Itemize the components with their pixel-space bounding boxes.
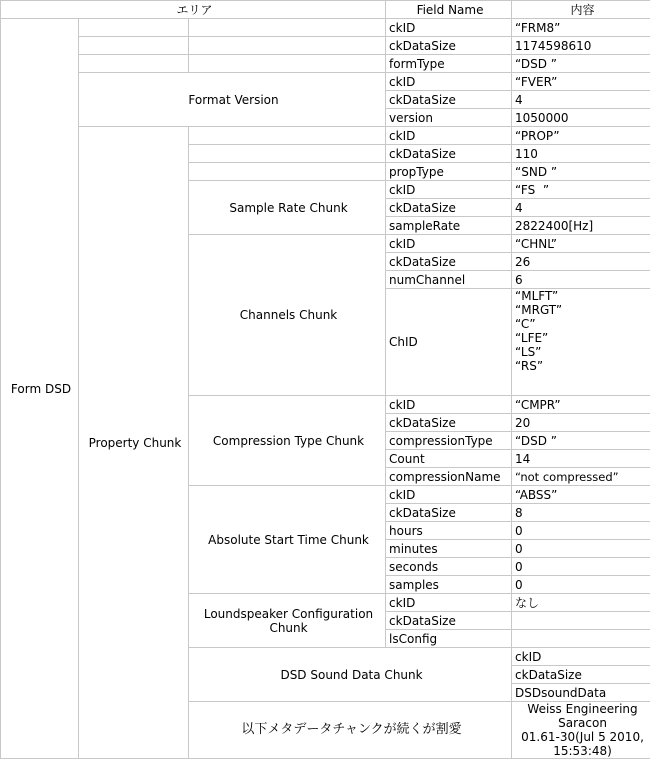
empty-cell (189, 37, 386, 55)
absolute-start-time-chunk-label: Absolute Start Time Chunk (189, 486, 386, 594)
table-row (1, 37, 650, 55)
content-cell: “ABSS” (512, 486, 650, 504)
content-cell: 26 (512, 253, 650, 271)
form-dsd-label: Form DSD (1, 19, 79, 759)
field-name-cell: minutes (386, 540, 512, 558)
field-name-cell: ckID (386, 181, 512, 199)
content-cell: 110 (512, 145, 650, 163)
header-area: エリア (1, 1, 386, 19)
content-cell: “DSD ” (512, 55, 650, 73)
field-name-cell: sampleRate (386, 217, 512, 235)
field-name-cell: ckID (386, 19, 512, 37)
table-row (1, 55, 650, 73)
content-cell: 8 (512, 504, 650, 522)
content-cell: 1174598610 (512, 37, 650, 55)
empty-cell (79, 55, 189, 73)
field-name-cell: samples (386, 576, 512, 594)
header-field-name: Field Name (386, 1, 512, 19)
empty-cell (189, 19, 386, 37)
content-cell: 20 (512, 414, 650, 432)
field-name-cell: ckDataSize (386, 91, 512, 109)
field-name-cell: ckID (512, 648, 650, 666)
header-row (1, 1, 650, 19)
metadata-omitted-note: 以下メタデータチャンクが続くが割愛 (189, 702, 512, 759)
field-name-cell: ckDataSize (386, 504, 512, 522)
field-name-cell: numChannel (386, 271, 512, 289)
field-name-cell: ckID (386, 235, 512, 253)
field-name-cell: ckDataSize (386, 199, 512, 217)
content-cell: なし (512, 594, 650, 612)
content-cell: “DSD ” (512, 432, 650, 450)
dsd-sound-data-chunk-label: DSD Sound Data Chunk (189, 648, 512, 702)
format-version-label: Format Version (79, 73, 386, 127)
field-name-cell: ckID (386, 486, 512, 504)
table-row (1, 73, 650, 91)
content-cell: “FS ” (512, 181, 650, 199)
field-name-cell: propType (386, 163, 512, 181)
field-name-cell: Count (386, 450, 512, 468)
field-name-cell: seconds (386, 558, 512, 576)
content-cell: 4 (512, 91, 650, 109)
content-cell: “FVER” (512, 73, 650, 91)
field-name-cell: hours (386, 522, 512, 540)
content-cell (512, 630, 650, 648)
table-row (1, 127, 650, 145)
field-name-cell: ChID (386, 289, 512, 396)
content-cell: 4 (512, 199, 650, 217)
field-name-cell: ckID (386, 127, 512, 145)
content-cell: “SND ” (512, 163, 650, 181)
field-name-cell: ckDataSize (512, 666, 650, 684)
field-name-cell: ckDataSize (386, 37, 512, 55)
chid-values-cell: “MLFT” “MRGT” “C” “LFE” “LS” “RS” (512, 289, 650, 396)
header-content: 内容 (512, 1, 650, 19)
content-cell: 1050000 (512, 109, 650, 127)
sample-rate-chunk-label: Sample Rate Chunk (189, 181, 386, 235)
field-name-cell: ckDataSize (386, 414, 512, 432)
channels-chunk-label: Channels Chunk (189, 235, 386, 396)
empty-cell (79, 37, 189, 55)
empty-cell (79, 19, 189, 37)
field-name-cell: compressionName (386, 468, 512, 486)
content-cell: 2822400[Hz] (512, 217, 650, 235)
content-cell: 0 (512, 540, 650, 558)
field-name-cell: formType (386, 55, 512, 73)
field-name-cell: DSDsoundData (512, 684, 650, 702)
empty-cell (189, 55, 386, 73)
content-cell: 14 (512, 450, 650, 468)
content-cell (512, 612, 650, 630)
content-cell: “FRM8” (512, 19, 650, 37)
empty-cell (189, 145, 386, 163)
content-cell: 0 (512, 522, 650, 540)
field-name-cell: lsConfig (386, 630, 512, 648)
field-name-cell: ckDataSize (386, 253, 512, 271)
property-chunk-label: Property Chunk (79, 127, 189, 759)
content-cell: “not compressed” (512, 468, 650, 486)
content-cell: “CHNL” (512, 235, 650, 253)
content-cell: “PROP” (512, 127, 650, 145)
field-name-cell: ckDataSize (386, 145, 512, 163)
loudspeaker-configuration-chunk-label: Loundspeaker Configuration Chunk (189, 594, 386, 648)
field-name-cell: ckID (386, 396, 512, 414)
content-cell: 0 (512, 558, 650, 576)
compression-type-chunk-label: Compression Type Chunk (189, 396, 386, 486)
field-name-cell: ckID (386, 73, 512, 91)
content-cell: “CMPR” (512, 396, 650, 414)
field-name-cell: ckDataSize (386, 612, 512, 630)
field-name-cell: ckID (386, 594, 512, 612)
empty-cell (189, 163, 386, 181)
field-name-cell: compressionType (386, 432, 512, 450)
content-cell: 0 (512, 576, 650, 594)
field-name-cell: version (386, 109, 512, 127)
empty-cell (189, 127, 386, 145)
software-version: Weiss Engineering Saracon 01.61-30(Jul 5 2010, 15:53:48) (512, 702, 650, 759)
table-row (1, 19, 650, 37)
content-cell: 6 (512, 271, 650, 289)
